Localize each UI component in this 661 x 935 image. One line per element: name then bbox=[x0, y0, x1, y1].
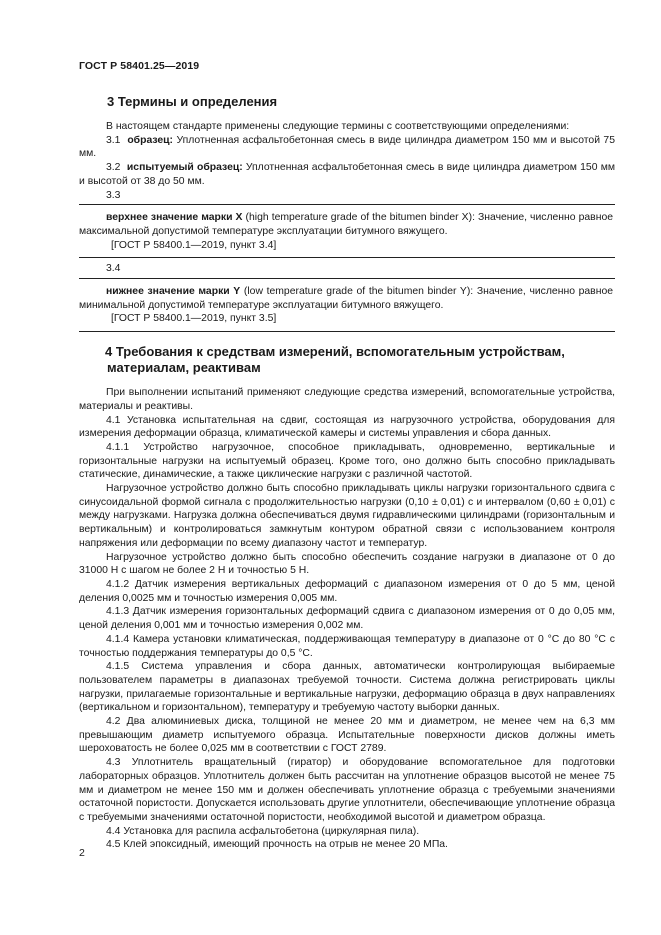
term-3-4-number: 3.4 bbox=[106, 263, 121, 275]
paragraph: Нагрузочное устройство должно быть способно прикладывать циклы нагрузки горизонтального сдвига с синусоидальной формой сигнала с продолжительностью нагрузки (0,10 ± 0,01) с и интервалом (0,60 ± 0,01) с между нагрузками. Нагрузка должна обеспечиваться двумя гидравлическими цилиндрами (горизонтальным и вертикальным) и контролироваться замкнутым контуром обратной связи с использованием контроля напряжения или деформации по всему диапазону частот и температур. bbox=[79, 483, 615, 549]
term-reference: [ГОСТ Р 58400.1—2019, пункт 3.4] bbox=[111, 239, 277, 251]
term-definition: Уплотненная асфальтобетонная смесь в виде цилиндра диаметром 150 мм и высотой от 38 до 50 мм. bbox=[79, 162, 615, 187]
page-number: 2 bbox=[79, 847, 85, 859]
term-definition: (low temperature grade of the bitumen binder Y): Значение, численно равное минимальной допустимой температуре эксплуатации битумного вяжущего. bbox=[79, 286, 613, 311]
term-3-4-box bbox=[79, 278, 615, 332]
term-3-3 bbox=[79, 211, 613, 238]
paragraph: При выполнении испытаний применяют следующие средства измерений, вспомогательные устройства, материалы и реактивы. bbox=[79, 387, 615, 412]
term-3-3-box bbox=[79, 204, 615, 258]
paragraph: 4.1.1 Устройство нагрузочное, способное прикладывать, одновременно, вертикальные и горизонтальные нагрузки на испытуемый образец. Кроме того, оно должно быть способно прикладывать статические, динамические, а также циклические нагрузки с различной частотой. bbox=[79, 441, 615, 481]
term-number: 3.1 bbox=[106, 134, 121, 146]
paragraph: 4.5 Клей эпоксидный, имеющий прочность на отрыв не менее 20 МПа. bbox=[106, 839, 448, 851]
paragraph: 4.1 Установка испытательная на сдвиг, состоящая из нагрузочного устройства, оборудования для измерения деформации образца, климатической камеры и системы управления и сбора данных. bbox=[79, 414, 615, 440]
section-3-title: 3 Термины и определения bbox=[107, 94, 278, 109]
term-name: испытуемый образец: bbox=[126, 162, 243, 174]
term-3-3-number: 3.3 bbox=[106, 189, 121, 201]
paragraph: 4.2 Два алюминиевых диска, толщиной не менее 20 мм и диаметром, не менее чем на 6,3 мм превышающим диаметр испытуемого образца. Испытательные поверхности дисков должны иметь шероховатость не более 0,025 мм в соответствии с ГОСТ 2789. bbox=[79, 716, 615, 755]
paragraph: 4.4 Установка для распила асфальтобетона (циркулярная пила). bbox=[106, 825, 420, 837]
term-3-4 bbox=[79, 285, 613, 312]
section-4-title: 4 Требования к средствам измерений, вспомогательным устройствам, материалам, реактивам bbox=[105, 344, 565, 376]
term-reference: [ГОСТ Р 58400.1—2019, пункт 3.5] bbox=[111, 313, 277, 325]
paragraph: 4.3 Уплотнитель вращательный (гиратор) и оборудование вспомогательное для подготовки лабораторных образцов. Уплотнитель должен быть рассчитан на уплотнение образцов высотой не менее 75 мм и диаметром не менее 150 мм и должен обеспечивать уплотнение образца с требуемыми значениями остаточной пористости. Допускается использовать другие уплотнители, обеспечивающие уплотнение образца с требуемыми значениями остаточной пористости, необходимой высотой и диаметром образца. bbox=[79, 757, 615, 823]
section-3-intro: В настоящем стандарте применены следующие термины с соответствующими определениями: bbox=[106, 121, 570, 132]
term-name: образец: bbox=[127, 134, 174, 146]
term-name: верхнее значение марки X bbox=[106, 212, 243, 224]
term-name: нижнее значение марки Y bbox=[106, 286, 241, 298]
term-definition: (high temperature grade of the bitumen binder X): Значение, численно равное максимальной допустимой температуре эксплуатации битумного вяжущего. bbox=[79, 212, 614, 237]
paragraph: 4.1.2 Датчик измерения вертикальных деформаций с диапазоном измерения от 0 до 5 мм, ценой деления 0,0025 мм и точностью измерения 0,005 мм. bbox=[79, 578, 615, 604]
document-body bbox=[79, 90, 615, 852]
term-definition: Уплотненная асфальтобетонная смесь в виде цилиндра диаметром 150 мм и высотой 75 мм. bbox=[79, 134, 615, 160]
paragraph: Нагрузочное устройство должно быть способно обеспечить создание нагрузки в диапазоне от 0 до 31000 Н с шагом не более 2 Н и точностью 5 Н. bbox=[79, 551, 615, 577]
paragraph: 4.1.4 Камера установки климатическая, поддерживающая температуру в диапазоне от 0 °С до 80 °С с точностью поддержания температуры до 0,5 °С. bbox=[79, 633, 615, 659]
term-3-1 bbox=[79, 134, 615, 161]
paragraph: 4.1.5 Система управления и сбора данных, автоматически контролирующая выбираемые пользователем параметры в диапазонах требуемой точности. Система должна регистрировать циклы нагрузки, прилагаемые горизонтальные и вертикальные нагрузки, деформацию образца в двух направлениях (вертикальном и горизонтальном), температуру и требуемую частоту выборки данных. bbox=[79, 661, 615, 714]
paragraph: 4.1.3 Датчик измерения горизонтальных деформаций сдвига с диапазоном измерения от 0 до 0,05 мм, ценой деления 0,001 мм и точностью измерения 0,002 мм. bbox=[79, 606, 615, 632]
document-header: ГОСТ Р 58401.25—2019 bbox=[79, 60, 200, 72]
term-3-2 bbox=[79, 161, 615, 188]
term-number: 3.2 bbox=[106, 162, 121, 174]
